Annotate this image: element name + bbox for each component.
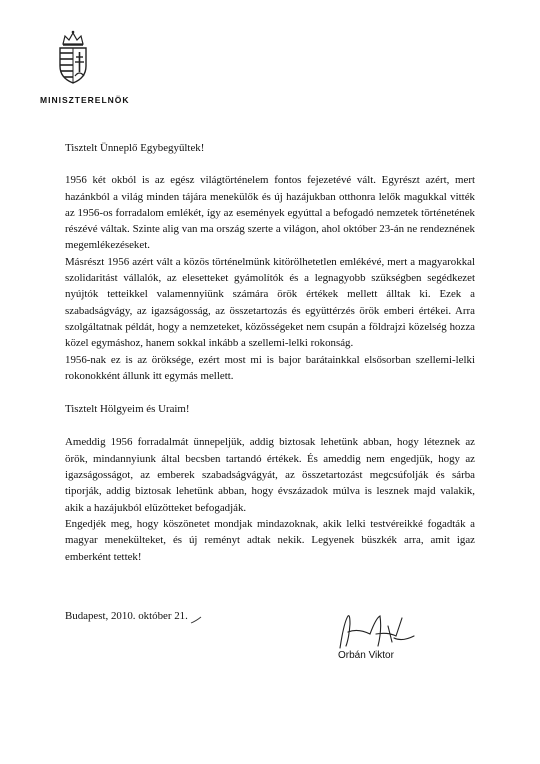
office-title: MINISZTERELNÖK [40,95,130,105]
salutation: Tisztelt Hölgyeim és Uraim! [65,403,190,416]
dateline: Budapest, 2010. október 21. [65,610,188,622]
paragraph: Ameddig 1956 forradalmát ünnepeljük, addig biztosak lehetünk abban, hogy léteznek az örök, mindannyiunk által becsben tartandó értékek. És ameddig nem engedjük, hogy az igazságosságot, az emberek szabadságvágyát, az összetartozást megcsúfolják és sárba tiporják, addig biztosak lehetünk abban, hogy évszázadok múlva is lesznek majd valakik, akik a hazájukból elüzötteket befogadják. [65,436,475,514]
paragraph: Másrészt 1956 azért vált a közös történelmünk kitörölhetetlen emlékévé, mert a magyarokkal szolidaritást vállalók, az elesetteket gyámolítók és a legnagyobb szükségben segédkezet nyújtók tetteikkel valamennyiünk számára örök értékek mellett álltak ki. Ezek a szabadságvágy, az igazságosság, az összetartozás és együttérzés örök emberi értékei. Arra szolgáltatnak példát, hogy a nemzeteket, közösségeket nem csupán a földrajzi közelség hozza közel egymáshoz, hanem sokkal inkább a szellemi-lelki rokonság. [65,255,475,350]
letter-body [65,140,475,565]
paragraph: Engedjék meg, hogy köszönetet mondjak mindazoknak, akik lelki testvéreikké fogadták a magyar menekülteket, és új reményt adtak nekik. Legyenek büszkék arra, amit igaz emberként tettek! [65,517,475,563]
handwritten-signature [330,612,420,652]
coat-of-arms-icon [55,30,91,86]
paragraph: 1956-nak ez is az öröksége, ezért most mi is bajor barátainkkal elsősorban szellemi-lelki rokonokként állunk itt egymás mellett. [65,353,475,382]
signer-name: Orbán Viktor [338,650,394,661]
paragraph: 1956 két okból is az egész világtörténelem fontos fejezetévé vált. Egyrészt azért, mert hazánkból a világ minden tájára menekülők és új hazájukban otthonra lelők magukkal vitték az 1956-os forradalom emlékét, így az események egyúttal a befogadó nemzetek történetének részévé váltak. Szinte alig van ma ország szerte a világon, ahol október 23-án ne rendeznének megemlékezéseket. [65,174,475,252]
pen-mark-icon [190,616,202,624]
greeting: Tisztelt Ünneplő Egybegyűltek! [65,142,205,154]
